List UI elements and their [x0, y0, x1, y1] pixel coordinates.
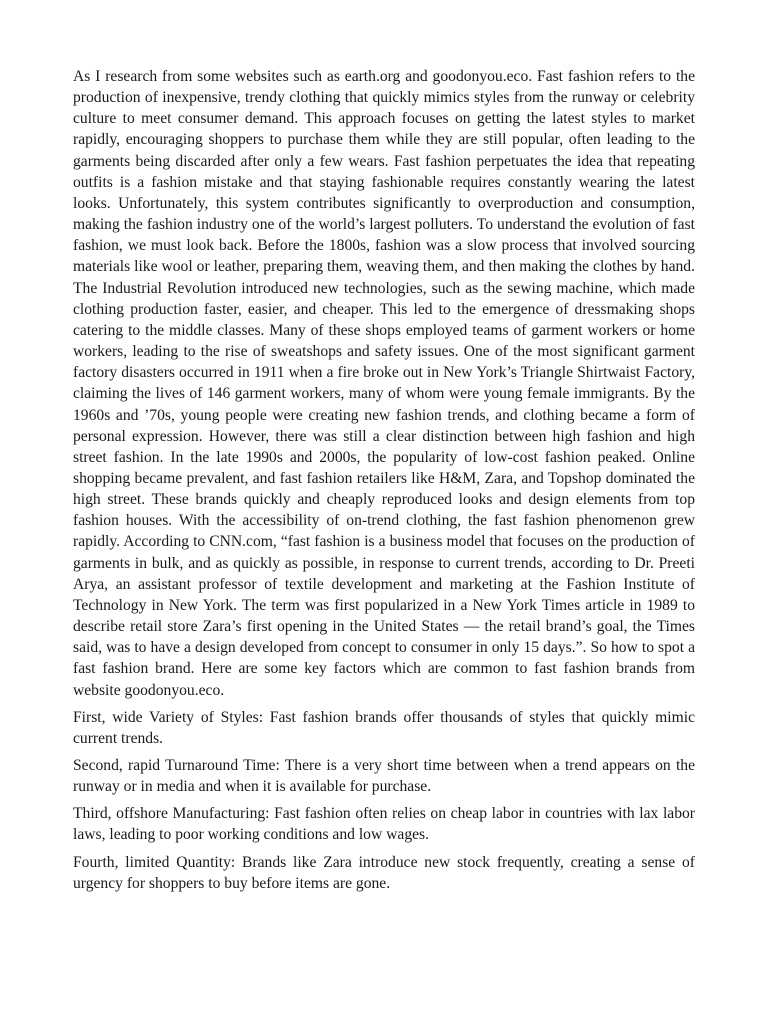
intro-paragraph: As I research from some websites such as earth.org and goodonyou.eco. Fast fashion refers to the production of inexpensive, trendy clothing that quickly mimics styles from the runway or celebrity culture to meet consumer demand. This approach focuses on getting the latest styles to market rapidly, encouraging shoppers to purchase them while they are still popular, often leading to the garments being discarded after only a few wears. Fast fashion perpetuates the idea that repeating outfits is a fashion mistake and that staying fashionable requires constantly wearing the latest looks. Unfortunately, this system contributes significantly to overproduction and consumption, making the fashion industry one of the world’s largest polluters. To understand the evolution of fast fashion, we must look back. Before the 1800s, fashion was a slow process that involved sourcing materials like wool or leather, preparing them, weaving them, and then making the clothes by hand. The Industrial Revolution introduced new technologies, such as the sewing machine, which made clothing production faster, easier, and cheaper. This led to the emergence of dressmaking shops catering to the middle classes. Many of these shops employed teams of garment workers or home workers, leading to the rise of sweatshops and safety issues. One of the most significant garment factory disasters occurred in 1911 when a fire broke out in New York’s Triangle Shirtwaist Factory, claiming the lives of 146 garment workers, many of whom were young female immigrants. By the 1960s and ’70s, young people were creating new fashion trends, and clothing became a form of personal expression. However, there was still a clear distinction between high fashion and high street fashion. In the late 1990s and 2000s, the popularity of low-cost fashion peaked. Online shopping became prevalent, and fast fashion retailers like H&M, Zara, and Topshop dominated the high street. These brands quickly and cheaply reproduced looks and design elements from top fashion houses. With the accessibility of on-trend clothing, the fast fashion phenomenon grew rapidly. According to CNN.com, “fast fashion is a business model that focuses on the production of garments in bulk, and as quickly as possible, in response to current trends, according to Dr. Preeti Arya, an assistant professor of textile development and marketing at the Fashion Institute of Technology in New York. The term was first popularized in a New York Times article in 1989 to describe retail store Zara’s first opening in the United States — the retail brand’s goal, the Times said, was to have a design developed from concept to consumer in only 15 days.”. So how to spot a fast fashion brand. Here are some key factors which are common to fast fashion brands from website goodonyou.eco.	[73, 68, 695, 699]
document-page	[73, 66, 695, 900]
factor-third-paragraph: Third, offshore Manufacturing: Fast fashion often relies on cheap labor in countries with lax labor laws, leading to poor working conditions and low wages.	[73, 805, 695, 844]
factor-first-paragraph: First, wide Variety of Styles: Fast fashion brands offer thousands of styles that quickly mimic current trends.	[73, 708, 695, 747]
factor-second-paragraph: Second, rapid Turnaround Time: There is a very short time between when a trend appears on the runway or in media and when it is available for purchase.	[73, 757, 695, 796]
factor-fourth-paragraph: Fourth, limited Quantity: Brands like Zara introduce new stock frequently, creating a sense of urgency for shoppers to buy before items are gone.	[73, 853, 695, 892]
